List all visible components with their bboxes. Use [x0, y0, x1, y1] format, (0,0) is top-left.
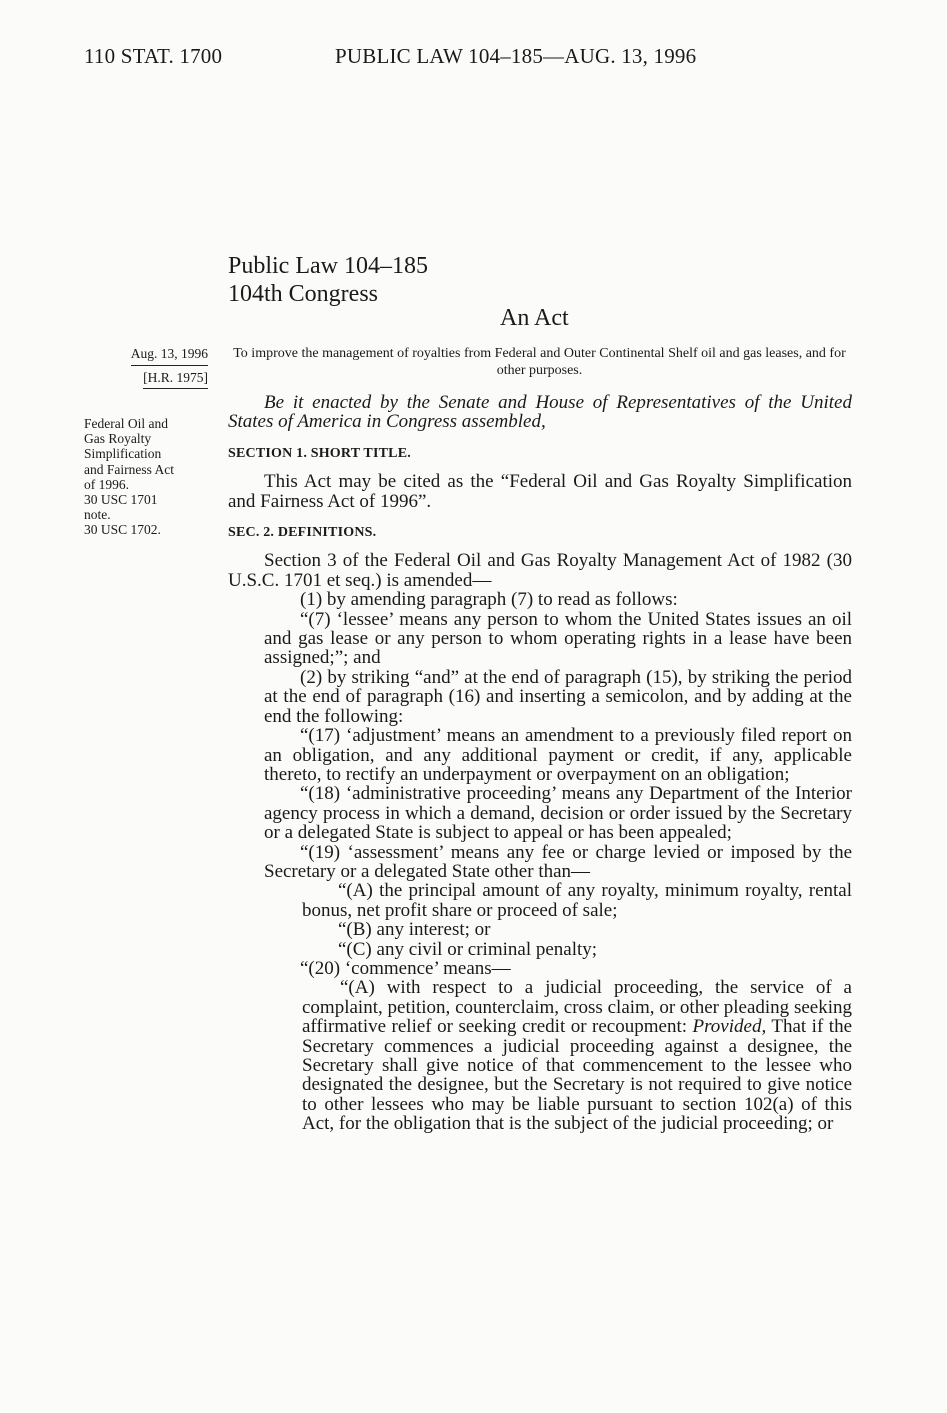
margin-note: Federal Oil and: [84, 416, 168, 431]
paragraph-1: (1) by amending paragraph (7) to read as follows:: [300, 589, 678, 611]
law-title-block: [228, 252, 428, 308]
section-2-heading: SEC. 2. DEFINITIONS.: [228, 525, 377, 541]
margin-note: Simplification: [84, 446, 162, 462]
enacting-clause: Be it enacted by the Senate and House of Representatives of the United States of America in Congress assembled,: [228, 392, 852, 433]
definition-20-a: [228, 978, 852, 1133]
definition-19-a: “(A) the principal amount of any royalty, minimum royalty, rental bonus, net profit share or proceed of sale;: [302, 880, 852, 921]
definition-19: “(19) ‘assessment’ means any fee or charge levied or imposed by the Secretary or a delegated State other than—: [264, 841, 852, 882]
act-purpose: To improve the management of royalties from Federal and Outer Continental Shelf oil and gas leases, and for other purposes.: [233, 346, 846, 378]
definition-18: “(18) ‘administrative proceeding’ means any Department of the Interior agency process in which a demand, decision or order issued by the Secretary or a delegated State is subject to appeal or has been appealed;: [264, 783, 852, 844]
running-title: PUBLIC LAW 104–185—AUG. 13, 1996: [335, 44, 697, 68]
definition-19-b: “(B) any interest; or: [338, 919, 491, 941]
section-1-text: This Act may be cited as the “Federal Oil and Gas Royalty Simplification and Fairness Act of 1996”.: [228, 471, 852, 512]
margin-notes: [84, 416, 209, 538]
margin-note: note.: [84, 507, 111, 523]
bill-number: [H.R. 1975]: [143, 368, 208, 389]
stat-page-number: 110 STAT. 1700: [84, 44, 223, 68]
margin-note: of 1996.: [84, 476, 129, 492]
definition-7: “(7) ‘lessee’ means any person to whom the United States issues an oil and gas lease or any person to whom operating rights in a lease have been assigned;”; and: [264, 608, 852, 669]
an-act-heading: An Act: [500, 305, 569, 331]
section-1-heading: SECTION 1. SHORT TITLE.: [228, 445, 411, 461]
margin-note: Gas Royalty: [84, 431, 152, 447]
definition-20-a-end: That if the Secretary commences a judicial proceeding against a designee, the Secretary shall give notice of that commencement to the lessee who designated the designee, but the Secretary is not required to give notice to other lessees who may be liable pursuant to section 102(a) of this Act, for the obligation that is the subject of the judicial proceeding; or: [302, 1016, 852, 1135]
congress-number: 104th Congress: [228, 281, 378, 307]
margin-note: and Fairness Act: [84, 461, 174, 477]
paragraph-2: (2) by striking “and” at the end of paragraph (15), by striking the period at the end of paragraph (16) and inserting a semicolon, and by adding at the end the following:: [264, 666, 852, 727]
enactment-date: Aug. 13, 1996: [131, 344, 208, 366]
definition-20-a-start: “(A) with respect to a judicial proceeding, the service of a complaint, petition, counterclaim, cross claim, or other pleading seeking affirmative relief or seeking credit or recoupment:: [302, 977, 852, 1038]
margin-note: 30 USC 1701: [84, 492, 158, 508]
definition-17: “(17) ‘adjustment’ means an amendment to a previously filed report on an obligation, and any additional payment or credit, if any, applicable thereto, to rectify an underpayment or overpayment on an obligation;: [264, 725, 852, 785]
public-law-number: Public Law 104–185: [228, 253, 428, 279]
provided-clause: Provided,: [692, 1016, 767, 1038]
definition-20: “(20) ‘commence’ means—: [300, 957, 511, 979]
section-2-intro: Section 3 of the Federal Oil and Gas Royalty Management Act of 1982 (30 U.S.C. 1701 et seq.) is amended—: [228, 550, 852, 591]
definition-19-c: “(C) any civil or criminal penalty;: [338, 938, 598, 960]
act-body: [228, 393, 852, 1134]
enactment-date-box: [88, 344, 208, 389]
margin-note: 30 USC 1702.: [84, 522, 161, 538]
